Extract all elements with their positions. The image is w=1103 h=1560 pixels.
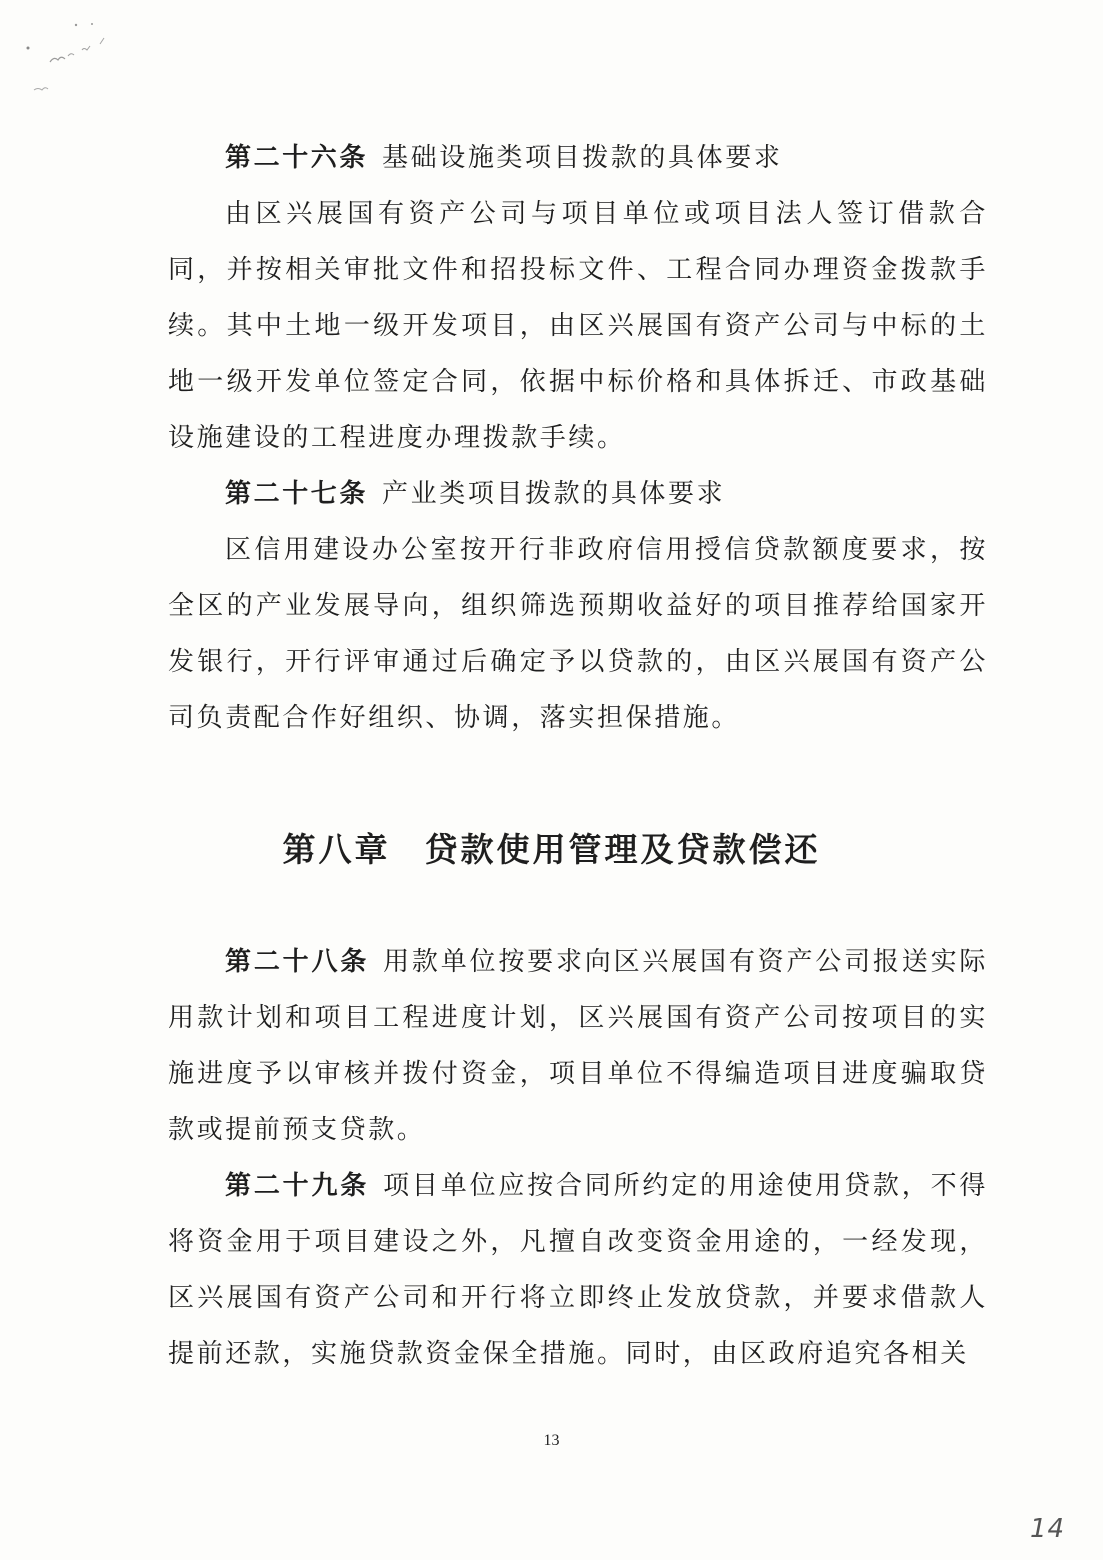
section-before-chapter	[168, 130, 988, 746]
page-number: 13	[543, 1432, 560, 1449]
article-text: 项目单位应按合同所约定的用途使用贷款，不得将资金用于项目建设之外，凡擅自改变资金用途的，一经发现，区兴展国有资产公司和开行将立即终止发放贷款，并要求借款人提前还款，实施贷款资金保全措施。同时，由区政府追究各相关	[168, 1171, 988, 1369]
article-28	[168, 934, 988, 1158]
article-title: 第二十七条	[225, 479, 369, 509]
article-text: 用款单位按要求向区兴展国有资产公司报送实际用款计划和项目工程进度计划，区兴展国有资产公司按项目的实施进度予以审核并拨付资金，项目单位不得编造项目进度骗取贷款或提前预支贷款。	[168, 947, 988, 1145]
paragraph-text: 区信用建设办公室按开行非政府信用授信贷款额度要求，按全区的产业发展导向，组织筛选预期收益好的项目推荐给国家开发银行，开行评审通过后确定予以贷款的，由区兴展国有资产公司负责配合作好组织、协调，落实担保措施。	[168, 535, 988, 733]
article-29	[168, 1158, 988, 1382]
article-text: 基础设施类项目拨款的具体要求	[382, 143, 783, 173]
scan-smudge	[20, 20, 120, 100]
article-26-body	[168, 186, 988, 466]
article-title: 第二十八条	[225, 947, 370, 977]
section-after-chapter	[168, 934, 988, 1382]
chapter-number: 第八章	[282, 830, 391, 869]
article-title: 第二十六条	[225, 143, 369, 173]
chapter-title: 贷款使用管理及贷款偿还	[424, 830, 821, 869]
article-27-body	[168, 522, 988, 746]
paragraph-text: 由区兴展国有资产公司与项目单位或项目法人签订借款合同，并按相关审批文件和招投标文件、工程合同办理资金拨款手续。其中土地一级开发项目，由区兴展国有资产公司与中标的土地一级开发单位签定合同，依据中标价格和具体拆迁、市政基础设施建设的工程进度办理拨款手续。	[168, 199, 988, 453]
article-27-heading	[168, 466, 988, 522]
chapter-heading	[0, 824, 1103, 871]
article-text: 产业类项目拨款的具体要求	[382, 479, 726, 509]
article-26-heading	[168, 130, 988, 186]
handwritten-page-number: 14	[1030, 1514, 1066, 1544]
article-title: 第二十九条	[225, 1171, 370, 1201]
